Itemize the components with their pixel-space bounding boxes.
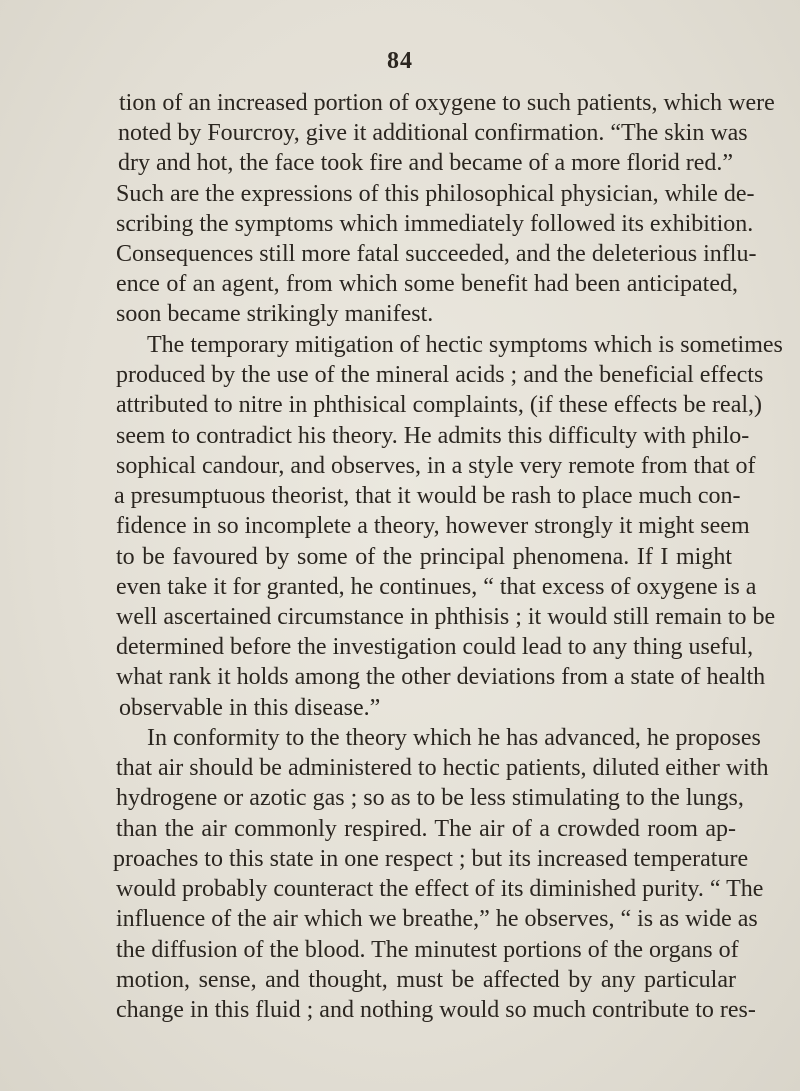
text-line: dry and hot, the face took fire and became of a more florid red.” xyxy=(118,150,734,176)
text-line: change in this fluid ; and nothing would so much contribute to res- xyxy=(116,997,756,1023)
text-line: the diffusion of the blood. The minutest portions of the organs of xyxy=(116,937,739,963)
text-line: Such are the expressions of this philosophical physician, while de- xyxy=(116,181,755,207)
text-line: hydrogene or azotic gas ; so as to be less stimulating to the lungs, xyxy=(116,785,744,811)
text-line: fidence in so incomplete a theory, however strongly it might seem xyxy=(116,513,750,539)
text-line: tion of an increased portion of oxygene to such patients, which were xyxy=(119,90,775,116)
text-line: scribing the symptoms which immediately followed its exhibition. xyxy=(116,211,754,237)
text-line: motion, sense, and thought, must be affected by any particular xyxy=(116,967,736,993)
text-line: would probably counteract the effect of its diminished purity. “ The xyxy=(116,876,764,902)
text-line: In conformity to the theory which he has advanced, he proposes xyxy=(147,725,761,751)
text-line: Consequences still more fatal succeeded, and the deleterious influ- xyxy=(116,241,757,267)
text-line: determined before the investigation could lead to any thing useful, xyxy=(116,634,754,660)
text-line: The temporary mitigation of hectic symptoms which is sometimes xyxy=(147,332,783,358)
text-line: influence of the air which we breathe,” he observes, “ is as wide as xyxy=(116,906,758,932)
text-line: seem to contradict his theory. He admits this difficulty with philo- xyxy=(116,423,750,449)
text-line: that air should be administered to hectic patients, diluted either with xyxy=(116,755,769,781)
text-line: sophical candour, and observes, in a style very remote from that of xyxy=(116,453,756,479)
text-line: to be favoured by some of the principal phenomena. If I might xyxy=(116,544,732,570)
text-line: produced by the use of the mineral acids ; and the beneficial effects xyxy=(116,362,764,388)
text-line: well ascertained circumstance in phthisis ; it would still remain to be xyxy=(116,604,776,630)
text-line: than the air commonly respired. The air of a crowded room ap- xyxy=(116,816,736,842)
text-line: ence of an agent, from which some benefit had been anticipated, xyxy=(116,271,738,297)
text-line: a presumptuous theorist, that it would be rash to place much con- xyxy=(114,483,741,509)
text-line: even take it for granted, he continues, “ that excess of oxygene is a xyxy=(116,574,757,600)
text-line: noted by Fourcroy, give it additional confirmation. “The skin was xyxy=(118,120,748,146)
text-line: proaches to this state in one respect ; but its increased temperature xyxy=(113,846,749,872)
text-line: what rank it holds among the other deviations from a state of health xyxy=(116,664,766,690)
page-number: 84 xyxy=(387,48,413,74)
text-line: soon became strikingly manifest. xyxy=(116,301,434,327)
text-line: observable in this disease.” xyxy=(119,695,381,721)
text-line: attributed to nitre in phthisical complaints, (if these effects be real,) xyxy=(116,392,763,418)
